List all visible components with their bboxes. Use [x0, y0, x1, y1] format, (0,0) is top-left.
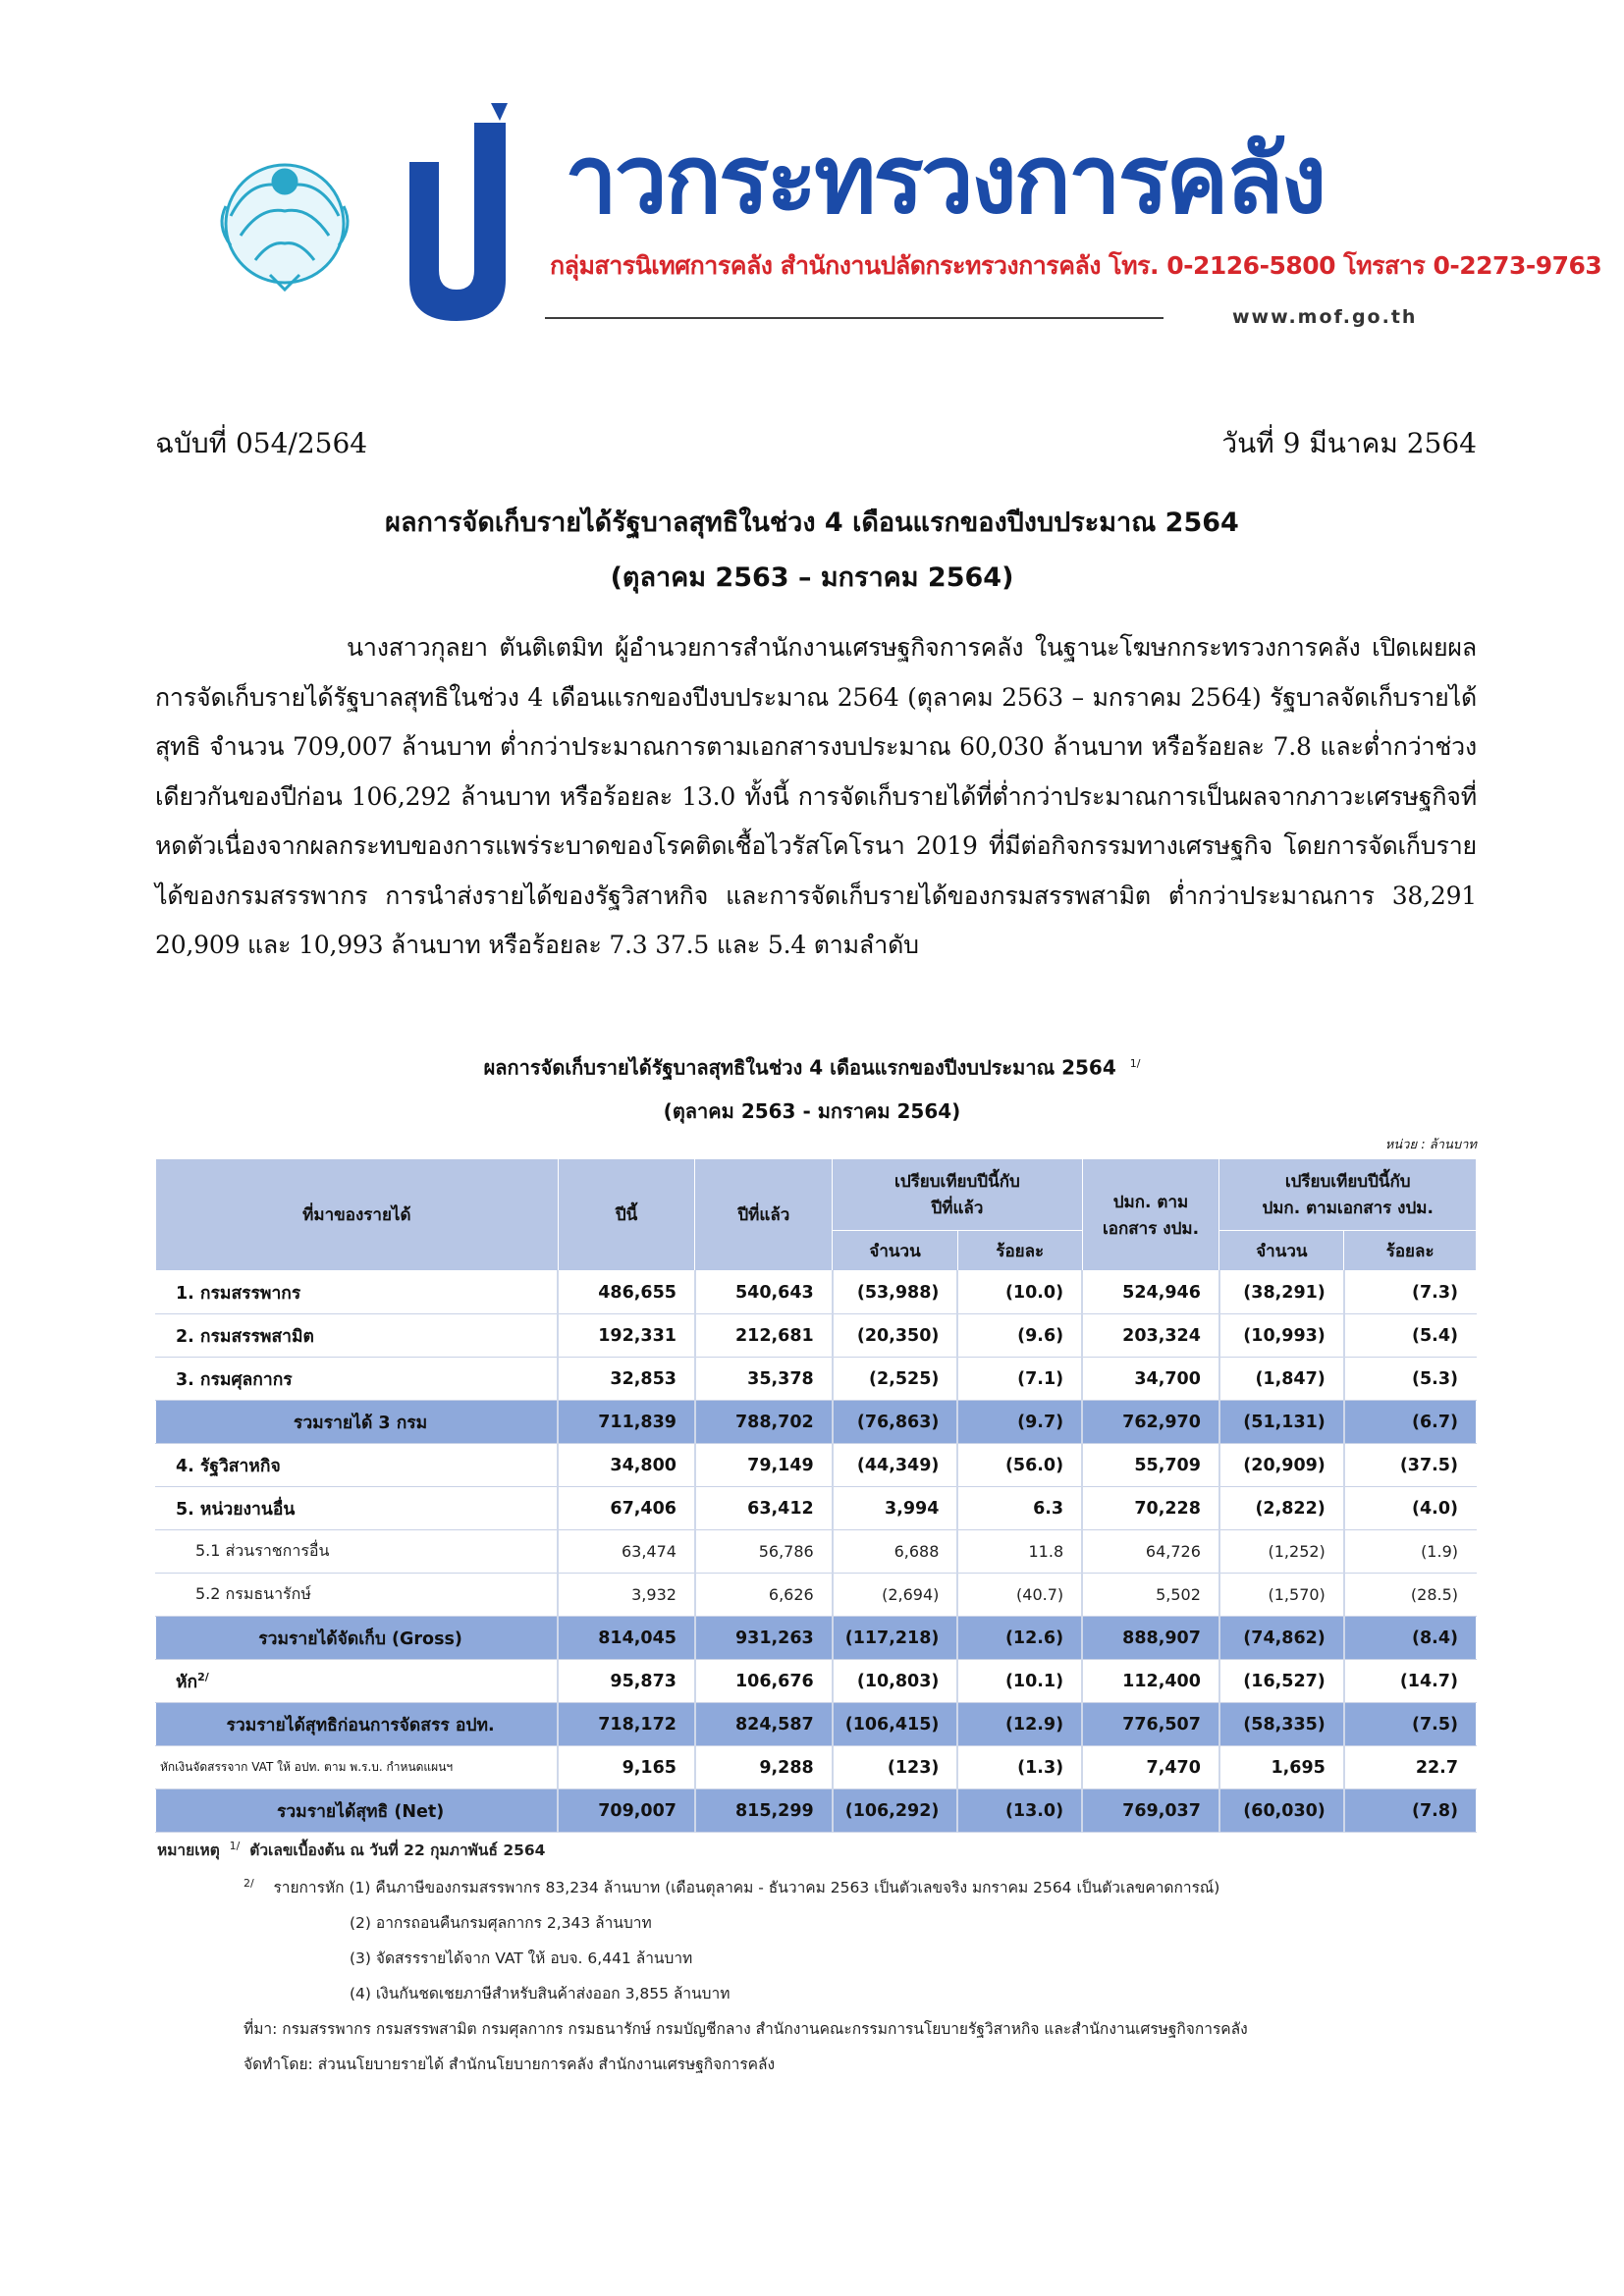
row-label: 1. กรมสรรพากร [156, 1271, 559, 1314]
cell-last-year: 35,378 [695, 1358, 833, 1401]
note2-line1: รายการหัก (1) คืนภาษีของกรมสรรพากร 83,234 ล้านบาท (เดือนตุลาคม - ธันวาคม 2563 เป็นตัวเลขจริง มกราคม 2564 เป็นตัวเลขคาดการณ์) [273, 1879, 1220, 1896]
cell-diff-est: (20,909) [1219, 1444, 1344, 1487]
cell-last-year: 931,263 [695, 1617, 833, 1660]
cell-estimate: 776,507 [1082, 1703, 1219, 1746]
cell-last-year: 63,412 [695, 1487, 833, 1530]
cell-diff-last: (44,349) [833, 1444, 958, 1487]
header-percent-est: ร้อยละ [1344, 1231, 1477, 1271]
cell-pct-est: (28.5) [1344, 1574, 1477, 1617]
cell-diff-last: (76,863) [833, 1401, 958, 1444]
issue-number: ฉบับที่ 054/2564 [155, 427, 368, 459]
note2-line4: (4) เงินกันชดเชยภาษีสำหรับสินค้าส่งออก 3,855 ล้านบาท [350, 1985, 731, 2002]
cell-diff-est: (1,847) [1219, 1358, 1344, 1401]
cell-estimate: 55,709 [1082, 1444, 1219, 1487]
table-row [156, 1314, 1477, 1358]
cell-estimate: 70,228 [1082, 1487, 1219, 1530]
cell-diff-last: (10,803) [833, 1660, 958, 1703]
masthead [211, 103, 1602, 339]
header-compare-estimate [1219, 1159, 1477, 1231]
table-row [156, 1487, 1477, 1530]
cell-diff-est: (74,862) [1219, 1617, 1344, 1660]
source-line: ที่มา: กรมสรรพากร กรมสรรพสามิต กรมศุลกากร กรมธนารักษ์ กรมบัญชีกลาง สำนักงานคณะกรรมการนโยบายรัฐวิสาหกิจ และสำนักงานเศรษฐกิจการคลัง [244, 2020, 1248, 2038]
header-this-year: ปีนี้ [558, 1159, 695, 1271]
table-row-sub [156, 1530, 1477, 1574]
cell-this-year: 711,839 [558, 1401, 695, 1444]
cell-pct-last: (1.3) [957, 1746, 1082, 1789]
row-label: 5.1 ส่วนราชการอื่น [156, 1530, 559, 1574]
row-label: หักเงินจัดสรรจาก VAT ให้ อปท. ตาม พ.ร.บ. กำหนดแผนฯ [156, 1746, 559, 1789]
cell-diff-last: 6,688 [833, 1530, 958, 1574]
cell-pct-last: (9.6) [957, 1314, 1082, 1358]
cell-this-year: 9,165 [558, 1746, 695, 1789]
cell-estimate: 5,502 [1082, 1574, 1219, 1617]
table-row-sub [156, 1574, 1477, 1617]
cell-pct-est: (1.9) [1344, 1530, 1477, 1574]
cell-this-year: 718,172 [558, 1703, 695, 1746]
cell-diff-last: (53,988) [833, 1271, 958, 1314]
header-compare-last-year [833, 1159, 1082, 1231]
cell-diff-last: (106,292) [833, 1789, 958, 1833]
cell-diff-est: (38,291) [1219, 1271, 1344, 1314]
garuda-emblem-icon [211, 147, 358, 294]
masthead-letter-kho-icon [398, 103, 515, 329]
cell-diff-est: (58,335) [1219, 1703, 1344, 1746]
row-label-note: 2/ [197, 1670, 209, 1683]
cell-last-year: 788,702 [695, 1401, 833, 1444]
cell-last-year: 540,643 [695, 1271, 833, 1314]
cell-diff-est: (10,993) [1219, 1314, 1344, 1358]
cell-last-year: 56,786 [695, 1530, 833, 1574]
cell-estimate: 762,970 [1082, 1401, 1219, 1444]
note2-line2: (2) อากรถอนคืนกรมศุลกากร 2,343 ล้านบาท [350, 1914, 652, 1932]
cell-last-year: 79,149 [695, 1444, 833, 1487]
table-row-total [156, 1703, 1477, 1746]
row-label-deduct [156, 1660, 559, 1703]
row-label: รวมรายได้จัดเก็บ (Gross) [156, 1617, 559, 1660]
row-label: 5. หน่วยงานอื่น [156, 1487, 559, 1530]
prepared-by-line: จัดทำโดย: ส่วนนโยบายรายได้ สำนักนโยบายการคลัง สำนักงานเศรษฐกิจการคลัง [244, 2056, 776, 2073]
cell-last-year: 824,587 [695, 1703, 833, 1746]
cell-estimate: 34,700 [1082, 1358, 1219, 1401]
cell-estimate: 769,037 [1082, 1789, 1219, 1833]
cell-estimate: 7,470 [1082, 1746, 1219, 1789]
cell-diff-est: (2,822) [1219, 1487, 1344, 1530]
cell-last-year: 6,626 [695, 1574, 833, 1617]
header-amount-est: จำนวน [1219, 1231, 1344, 1271]
masthead-rule [545, 317, 1164, 319]
header-estimate: ปมก. ตามเอกสาร งปม. [1082, 1159, 1219, 1271]
cell-diff-last: (106,415) [833, 1703, 958, 1746]
cell-pct-last: (7.1) [957, 1358, 1082, 1401]
press-title [0, 496, 1624, 606]
table-row [156, 1444, 1477, 1487]
cell-pct-est: (37.5) [1344, 1444, 1477, 1487]
note1-text: ตัวเลขเบื้องต้น ณ วันที่ 22 กุมภาพันธ์ 2564 [249, 1842, 546, 1859]
cell-pct-last: (40.7) [957, 1574, 1082, 1617]
issue-date: วันที่ 9 มีนาคม 2564 [1221, 427, 1477, 459]
cell-pct-last: (12.6) [957, 1617, 1082, 1660]
cell-pct-est: (7.5) [1344, 1703, 1477, 1746]
table-row-total [156, 1617, 1477, 1660]
cell-last-year: 106,676 [695, 1660, 833, 1703]
table-title [0, 1042, 1624, 1133]
cell-pct-est: (7.3) [1344, 1271, 1477, 1314]
cell-diff-last: (2,694) [833, 1574, 958, 1617]
table-title-note: 1/ [1129, 1057, 1141, 1070]
note2-mark: 2/ [244, 1876, 254, 1890]
table-row [156, 1358, 1477, 1401]
row-label: รวมรายได้ 3 กรม [156, 1401, 559, 1444]
cell-last-year: 212,681 [695, 1314, 833, 1358]
note-1 [157, 1838, 545, 1862]
cell-diff-last: (123) [833, 1746, 958, 1789]
cell-pct-est: (4.0) [1344, 1487, 1477, 1530]
cell-this-year: 709,007 [558, 1789, 695, 1833]
cell-pct-last: (10.1) [957, 1660, 1082, 1703]
table-row [156, 1660, 1477, 1703]
cell-pct-est: (5.4) [1344, 1314, 1477, 1358]
cell-last-year: 9,288 [695, 1746, 833, 1789]
cell-diff-last: (20,350) [833, 1314, 958, 1358]
row-label: 2. กรมสรรพสามิต [156, 1314, 559, 1358]
masthead-website[interactable]: www.mof.go.th [1232, 306, 1418, 328]
cell-estimate: 888,907 [1082, 1617, 1219, 1660]
note-2 [244, 1875, 1219, 1899]
cell-pct-last: (56.0) [957, 1444, 1082, 1487]
cell-diff-est: (1,252) [1219, 1530, 1344, 1574]
cell-pct-last: (9.7) [957, 1401, 1082, 1444]
cell-pct-est: 22.7 [1344, 1746, 1477, 1789]
cell-pct-last: (12.9) [957, 1703, 1082, 1746]
cell-this-year: 814,045 [558, 1617, 695, 1660]
cell-this-year: 32,853 [558, 1358, 695, 1401]
press-title-line1: ผลการจัดเก็บรายได้รัฐบาลสุทธิในช่วง 4 เดือนแรกของปีงบประมาณ 2564 [385, 507, 1239, 538]
cell-pct-est: (14.7) [1344, 1660, 1477, 1703]
cell-this-year: 192,331 [558, 1314, 695, 1358]
row-label: 3. กรมศุลกากร [156, 1358, 559, 1401]
table-title-line1: ผลการจัดเก็บรายได้รัฐบาลสุทธิในช่วง 4 เดือนแรกของปีงบประมาณ 2564 [483, 1055, 1116, 1080]
cell-diff-est: (51,131) [1219, 1401, 1344, 1444]
notes-heading: หมายเหตุ [157, 1842, 220, 1859]
header-source: ที่มาของรายได้ [156, 1159, 559, 1271]
row-label: หัก [176, 1672, 198, 1692]
cell-this-year: 486,655 [558, 1271, 695, 1314]
table-row-total [156, 1401, 1477, 1444]
masthead-title: าวกระทรวงการคลัง [565, 125, 1325, 235]
cell-pct-est: (6.7) [1344, 1401, 1477, 1444]
revenue-table [155, 1158, 1477, 1833]
header-last-year: ปีที่แล้ว [695, 1159, 833, 1271]
cell-estimate: 112,400 [1082, 1660, 1219, 1703]
cell-pct-last: (13.0) [957, 1789, 1082, 1833]
header-compare-last-line2: ปีที่แล้ว [931, 1199, 984, 1218]
cell-diff-est: (1,570) [1219, 1574, 1344, 1617]
cell-diff-last: (117,218) [833, 1617, 958, 1660]
table-title-line2: (ตุลาคม 2563 - มกราคม 2564) [663, 1098, 961, 1123]
row-label: รวมรายได้สุทธิก่อนการจัดสรร อปท. [156, 1703, 559, 1746]
note2-line3: (3) จัดสรรรายได้จาก VAT ให้ อบจ. 6,441 ล้านบาท [350, 1949, 693, 1967]
note1-mark: 1/ [229, 1839, 241, 1852]
header-compare-est-line1: เปรียบเทียบปีนี้กับ [1284, 1172, 1411, 1192]
cell-this-year: 95,873 [558, 1660, 695, 1703]
row-label: รวมรายได้สุทธิ (Net) [156, 1789, 559, 1833]
header-compare-last-line1: เปรียบเทียบปีนี้กับ [894, 1172, 1020, 1192]
press-title-line2: (ตุลาคม 2563 – มกราคม 2564) [610, 562, 1014, 593]
cell-estimate: 524,946 [1082, 1271, 1219, 1314]
cell-this-year: 67,406 [558, 1487, 695, 1530]
cell-this-year: 63,474 [558, 1530, 695, 1574]
cell-last-year: 815,299 [695, 1789, 833, 1833]
cell-pct-est: (5.3) [1344, 1358, 1477, 1401]
cell-pct-est: (8.4) [1344, 1617, 1477, 1660]
body-paragraph: นางสาวกุลยา ตันติเตมิท ผู้อำนวยการสำนักงานเศรษฐกิจการคลัง ในฐานะโฆษกกระทรวงการคลัง เปิดเผยผลการจัดเก็บรายได้รัฐบาลสุทธิในช่วง 4 เดือนแรกของปีงบประมาณ 2564 (ตุลาคม 2563 – มกราคม 2564) รัฐบาลจัดเก็บรายได้สุทธิ จำนวน 709,007 ล้านบาท ต่ำกว่าประมาณการตามเอกสารงบประมาณ 60,030 ล้านบาท หรือร้อยละ 7.8 และต่ำกว่าช่วงเดียวกันของปีก่อน 106,292 ล้านบาท หรือร้อยละ 13.0 ทั้งนี้ การจัดเก็บรายได้ที่ต่ำกว่าประมาณการเป็นผลจากภาวะเศรษฐกิจที่หดตัวเนื่องจากผลกระทบของการแพร่ระบาดของโรคติดเชื้อไวรัสโคโรนา 2019 ที่มีต่อกิจกรรมทางเศรษฐกิจ โดยการจัดเก็บรายได้ของกรมสรรพากร การนำส่งรายได้ของรัฐวิสาหกิจ และการจัดเก็บรายได้ของกรมสรรพสามิต ต่ำกว่าประมาณการ 38,291 20,909 และ 10,993 ล้านบาท หรือร้อยละ 7.3 37.5 และ 5.4 ตามลำดับ [155, 633, 1477, 959]
cell-diff-est: (60,030) [1219, 1789, 1344, 1833]
header-percent-last: ร้อยละ [957, 1231, 1082, 1271]
cell-diff-est: (16,527) [1219, 1660, 1344, 1703]
header-compare-est-line2: ปมก. ตามเอกสาร งปม. [1262, 1199, 1434, 1218]
table-row [156, 1746, 1477, 1789]
row-label: 4. รัฐวิสาหกิจ [156, 1444, 559, 1487]
cell-pct-last: 6.3 [957, 1487, 1082, 1530]
table-row-total [156, 1789, 1477, 1833]
cell-pct-last: (10.0) [957, 1271, 1082, 1314]
cell-estimate: 64,726 [1082, 1530, 1219, 1574]
cell-diff-last: 3,994 [833, 1487, 958, 1530]
cell-pct-est: (7.8) [1344, 1789, 1477, 1833]
cell-estimate: 203,324 [1082, 1314, 1219, 1358]
row-label: 5.2 กรมธนารักษ์ [156, 1574, 559, 1617]
cell-diff-last: (2,525) [833, 1358, 958, 1401]
header-amount-last: จำนวน [833, 1231, 958, 1271]
table-row [156, 1271, 1477, 1314]
cell-this-year: 3,932 [558, 1574, 695, 1617]
cell-this-year: 34,800 [558, 1444, 695, 1487]
masthead-contact: กลุ่มสารนิเทศการคลัง สำนักงานปลัดกระทรวงการคลัง โทร. 0-2126-5800 โทรสาร 0-2273-9763 [550, 251, 1602, 280]
cell-pct-last: 11.8 [957, 1530, 1082, 1574]
cell-diff-est: 1,695 [1219, 1746, 1344, 1789]
table-unit: หน่วย : ล้านบาท [1384, 1138, 1477, 1152]
